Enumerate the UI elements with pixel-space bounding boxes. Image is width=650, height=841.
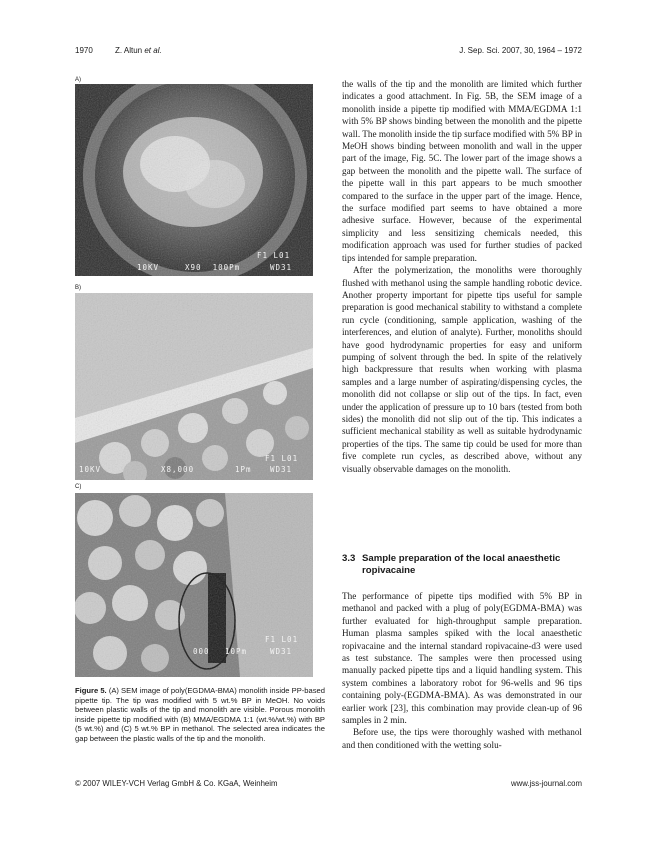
sem-b-kv: 10KV [79, 465, 102, 474]
section-heading [342, 553, 582, 577]
sem-c-mag: 10Pm [225, 647, 248, 656]
section-title-line2: ropivacaine [362, 565, 416, 576]
sem-image-c [75, 493, 313, 677]
paragraph-1: the walls of the tip and the monolith are limited which further indicates a good attachment. In Fig. 5B, the SEM image of a monolith inside a pipette tip modified with MMA/EGDMA 1:1 with 5% BP shows binding between the monolith and the pipette wall. The monolith inside the tip surface modified with 5% BP in MeOH shows binding between monolith and wall in the upper part of the image, Fig. 5C. The lower part of the image shows a gap between the monolith and the pipette wall. The surface of the pipette wall in this part appears to be much smoother compared to the surface in the upper part of the image. Hence, the surface modified part seems to have obtained a more adhesive surface. However, because of the experimental simplicity and less sensitizing chemicals needed, this modification approach was used for further studies of packed tips intended for sample preparation. [342, 79, 582, 263]
sem-a-mag: X90 100Pm [185, 263, 241, 272]
caption-text: (A) SEM image of poly(EGDMA-BMA) monolith inside PP-based pipette tip. The tip was modified with 5 wt.% BP in MeOH. No voids between plastic walls of the tip and monolith are visible. Porous monolith inside pipette tip modified with (B) MMA/EGDMA 1:1 (wt.%/wt.%) with BP (5 wt.%) and (C) 5 wt.% BP in methanol. The selected area indicates the gap between the plastic walls of the tip and the monolith. [75, 686, 325, 743]
sem-image-a [75, 84, 313, 276]
page-number: 1970 [75, 46, 93, 55]
sem-a-wd: WD31 [270, 263, 293, 272]
section-number: 3.3 [342, 553, 356, 564]
panel-label-c: C) [75, 484, 82, 490]
right-column-lower [342, 590, 582, 751]
section-title-line1: Sample preparation of the local anaesthetic [362, 553, 561, 564]
sem-b-wd: WD31 [270, 465, 293, 474]
paragraph-3: The performance of pipette tips modified with 5% BP in methanol and packed with a plug of poly(EGDMA-BMA) was further evaluated for high-throughput sample preparation. Human plasma samples spiked with the local anaesthetic ropivacaine and the internal standard ropivacaine-d3 were used as test substance. The samples were then processed using manually packed pipette tips and a liquid handling system. This system combines a laboratory robot for 96-wells and 96 tips containing poly-(EGDMA-BMA). As was demonstrated in our earlier work [23], this combination may provide clean-up of 96 samples in 2 min. [342, 591, 582, 726]
sem-b-mag: X8,000 [161, 465, 195, 474]
sem-a-frame: F1 L01 [257, 251, 291, 260]
sem-b-frame: F1 L01 [265, 454, 299, 463]
sem-c-frame: F1 L01 [265, 635, 299, 644]
panel-label-a: A) [75, 77, 81, 83]
panel-label-b: B) [75, 285, 81, 291]
journal-citation: J. Sep. Sci. 2007, 30, 1964 – 1972 [459, 46, 582, 55]
sem-image-b [75, 293, 313, 480]
journal-url: www.jss-journal.com [510, 779, 582, 788]
sem-b-scale: 1Pm [235, 465, 252, 474]
sem-a-kv: 10KV [137, 263, 160, 272]
sem-c-kv: 000 [193, 647, 210, 656]
right-column-upper [342, 78, 582, 475]
caption-label: Figure 5. [75, 686, 107, 695]
paragraph-4: Before use, the tips were thoroughly washed with methanol and then conditioned with the wetting solu- [342, 727, 582, 750]
copyright-notice: © 2007 WILEY-VCH Verlag GmbH & Co. KGaA, Weinheim [75, 779, 278, 788]
paragraph-2: After the polymerization, the monoliths were thoroughly flushed with methanol using the sample handling robotic device. Another property important for pipette tips useful for sample preparation is good mechanical stability to withstand a complete run cycle (conditioning, sample application, washing of the interferences, and elution of analyte). Further, monoliths should have good hydrodynamic properties for easy and uniform pumping of solvent through the bed. In spite of the relatively high backpressure that results when working with plasma samples and a large number of aspirating/dispensing cycles, the monolith did not collapse or slip out of the tips. In fact, even under the application of pressure up to 10 bars (tested from both sides) the monolith did not slip out of the tip. This indicates a sufficient mechanical stability as well as suitable hydrodynamic properties of the tips. The same tip could be used for more than five complete run cycles, as described above, without any visually observable damages on the monolith. [342, 265, 582, 474]
running-authors: Z. Altun et al. [115, 46, 162, 55]
sem-c-wd: WD31 [270, 647, 293, 656]
figure-caption [75, 686, 325, 744]
